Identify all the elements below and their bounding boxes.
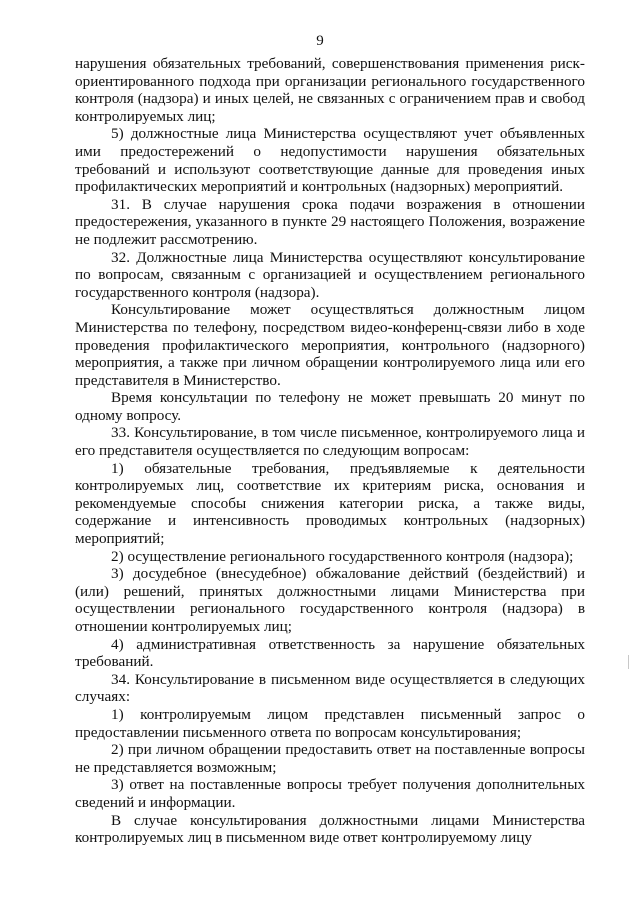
paragraph-consultation-time: Время консультации по телефону не может превышать 20 минут по одному вопросу. bbox=[75, 389, 585, 424]
paragraph-33-consulting-topics: 33. Консультирование, в том числе письменное, контролируемого лица и его представителя осуществляется по следующим вопросам: bbox=[75, 424, 585, 460]
list-item-4-liability: 4) административная ответственность за нарушение обязательных требований. bbox=[75, 635, 585, 671]
list-item-1-requirements: 1) обязательные требования, предъявляемые к деятельности контролируемых лиц, соответствие их критериям риска, основания и рекомендуемые способы снижения категории риска, а также виды, содержание и интенсивность проводимых контрольных (надзорных) мероприятий; bbox=[75, 459, 585, 548]
paragraph-written-answer: В случае консультирования должностными лицами Министерства контролируемых лиц в письменном виде ответ контролируемому лицу bbox=[75, 811, 585, 847]
list-item-2-control: 2) осуществление регионального государственного контроля (надзора); bbox=[111, 547, 574, 565]
paragraph-consulting-methods: Консультирование может осуществляться должностным лицом Министерства по телефону, посредством видео-конференц-связи либо в ходе проведения профилактического мероприятия, контрольного (надзорного) мероприятия, а также при личном обращении контролируемого лица или его представителя в Министерство. bbox=[75, 301, 585, 389]
list-item-1-written-request: 1) контролируемым лицом представлен письменный запрос о предоставлении письменного ответа по вопросам консультирования; bbox=[75, 705, 585, 741]
paragraph-item-5-accounting: 5) должностные лица Министерства осуществляют учет объявленных ими предостережений о недопустимости нарушения обязательных требований и используют соответствующие данные для проведения иных профилактических мероприятий и контрольных (надзорных) мероприятий. bbox=[75, 125, 585, 196]
page-number: 9 bbox=[316, 33, 324, 49]
paragraph-32-consulting: 32. Должностные лица Министерства осуществляют консультирование по вопросам, связанным с организацией и осуществлением регионального государственного контроля (надзора). bbox=[75, 248, 585, 301]
paragraph-continuation: нарушения обязательных требований, совершенствования применения риск-ориентированного подхода при организации регионального государственного контроля (надзора) и иных целей, не связанных с ограничением прав и свобод контролируемых лиц; bbox=[75, 55, 585, 125]
list-item-2-personal-appeal: 2) при личном обращении предоставить ответ на поставленные вопросы не представляется возможным; bbox=[75, 741, 585, 776]
scan-artifact-mark bbox=[628, 655, 629, 669]
list-item-3-appeal: 3) досудебное (внесудебное) обжалование действий (бездействий) и (или) решений, принятых должностными лицами Министерства при осуществлении регионального государственного контроля (надзора) в отношении контролируемых лиц; bbox=[75, 565, 585, 635]
paragraph-34-written-consulting: 34. Консультирование в письменном виде осуществляется в следующих случаях: bbox=[75, 670, 585, 706]
list-item-3-additional-info: 3) ответ на поставленные вопросы требует получения дополнительных сведений и информации. bbox=[75, 776, 585, 811]
document-body bbox=[75, 55, 585, 847]
paragraph-31-objection-deadline: 31. В случае нарушения срока подачи возражения в отношении предостережения, указанного в пункте 29 настоящего Положения, возражение не подлежит рассмотрению. bbox=[75, 195, 585, 248]
